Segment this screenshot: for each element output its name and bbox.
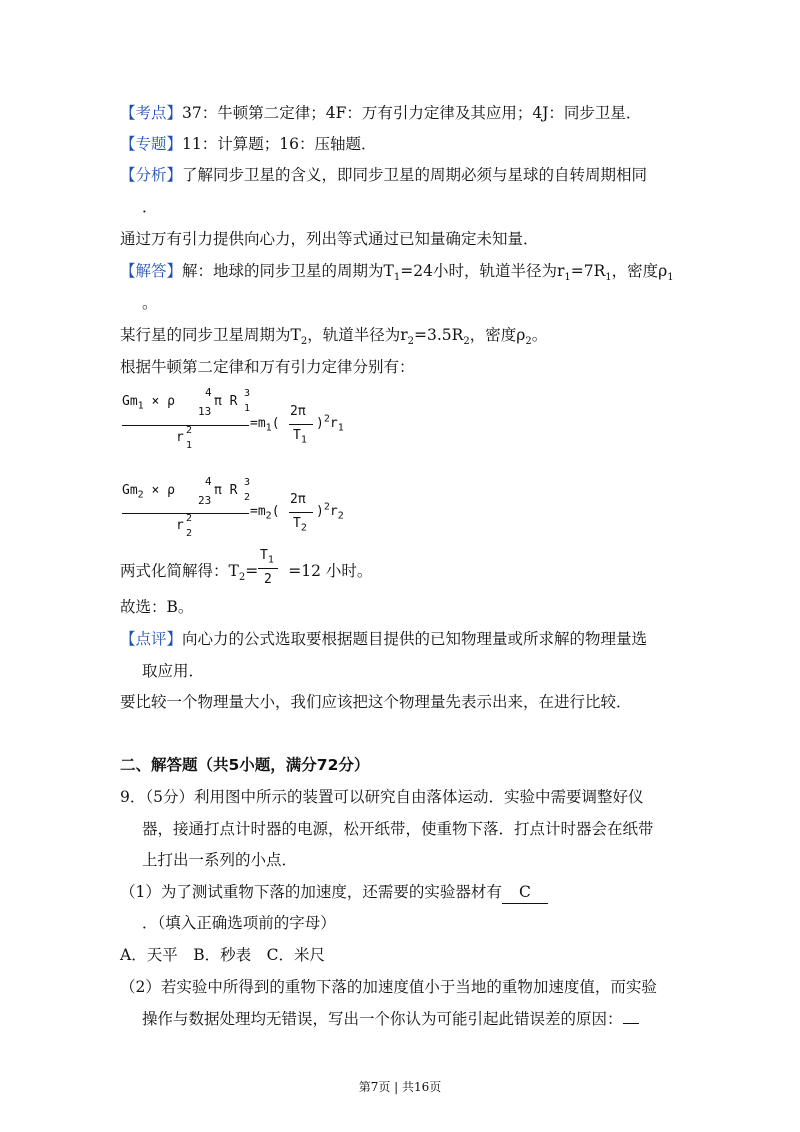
eq-text: r [176,430,184,445]
jieda-text: ，轨道半径为r [307,326,408,344]
subscript: 1 [137,400,144,412]
eq-text: × ρ [143,394,175,409]
subscript: 1 [300,434,307,446]
subscript: 2 [300,522,307,534]
eq2-rhs-frac-den [293,516,307,534]
jieda-text: 某行星的同步卫星周期为T [120,326,301,344]
eq1-den-sup: 2 [186,425,193,436]
simplify-text: = [245,562,259,580]
jieda-text: ，密度ρ [469,326,526,344]
subscript: 1 [667,272,674,284]
eq1-rhs-tail [316,413,344,434]
subscript: 1 [267,554,274,566]
eq2-pir [214,483,237,498]
jieda-text: =24小时，轨道半径为r [400,262,565,280]
fenxi-line-3: 通过万有引力提供向心力，列出等式通过已知量确定未知量． [120,230,539,248]
dianping-line-3: 要比较一个物理量大小，我们应该把这个物理量先表示出来，在进行比较． [120,693,632,711]
dianping-line [120,628,647,650]
eq-text: =m [250,416,266,431]
simplify-text: 两式化简解得：T [120,562,239,580]
subscript: 2 [463,336,470,348]
eq-text: ) [316,416,324,431]
jieda-line-1b: 。 [142,294,158,312]
q9-part1-cont: ．（填入正确选项前的字母） [142,914,336,932]
kaodian-text: 37：牛顿第二定律；4F：万有引力定律及其应用；4J：同步卫星． [182,104,642,122]
jieda-text: 解：地球的同步卫星的周期为T [182,262,394,280]
page-footer: 第7页 | 共16页 [358,1080,442,1094]
eq2-frac-4: 4 [205,475,212,488]
q9-part2-text: 操作与数据处理均无错误，写出一个你认为可能引起此错误差的原因： [142,1010,623,1028]
zhuanti-text: 11：计算题；16：压轴题． [182,135,377,153]
choose-line: 故选：B。 [120,598,194,616]
subscript: 1 [564,272,571,284]
fenxi-text: 了解同步卫星的含义，即同步卫星的周期必须与星球的自转周期相同 [182,166,648,184]
dianping-text: 向心力的公式选取要根据题目提供的已知物理量或所求解的物理量选 [182,630,648,648]
subscript: 1 [265,422,272,434]
q9-line-2: 器，接通打点计时器的电源，松开纸带，使重物下落．打点计时器会在纸带 [142,820,654,838]
dianping-tag: 【点评】 [120,630,183,648]
eq1-denominator [176,430,184,445]
subscript: 2 [407,336,415,348]
jieda-line-2 [120,324,547,346]
subscript: 1 [337,422,344,434]
eq-text: ) [316,504,324,519]
eq-text: T [293,428,301,443]
jieda-text: ，密度ρ [611,262,668,280]
eq2-rhs-frac-num: 2π [290,492,306,507]
q9-line-1: 9．（5分）利用图中所示的装置可以研究自由落体运动．实验中需要调整好仪 [120,788,644,806]
eq-text: r [329,504,338,519]
dianping-line-2: 取应用． [142,662,205,680]
simplify-frac-bar [258,568,278,569]
fenxi-line [120,164,647,186]
eq2-numerator [122,483,175,501]
subscript: 2 [525,336,532,348]
eq2-sub2: 2 [244,492,251,503]
eq1-sub1: 1 [244,403,251,414]
eq1-rhs-frac-num: 2π [290,404,306,419]
eq1-pir [214,394,237,409]
subscript: 2 [238,572,246,584]
kaodian-tag: 【考点】 [120,104,183,122]
eq1-frac-4: 4 [205,386,212,399]
subscript: 1 [605,272,612,284]
q9-part2-cont [142,1008,639,1030]
superscript: 2 [323,501,330,513]
eq2-den-sup: 2 [186,513,193,524]
kaodian-line [120,102,641,124]
answer-blank: C [502,881,548,904]
eq2-frac-23: 23 [198,494,212,507]
subscript: 2 [337,510,344,522]
eq2-rhs-tail [316,501,344,522]
subscript: 2 [300,336,308,348]
superscript: 2 [323,413,330,425]
eq2-rhs-frac-bar [289,512,313,513]
jieda-text: =3.5R [414,326,464,344]
jieda-line-3: 根据牛顿第二定律和万有引力定律分别有： [120,358,415,376]
fenxi-tag: 【分析】 [120,166,183,184]
q9-part2: （2）若实验中所得到的重物下落的加速度值小于当地的重物加速度值，而实验 [120,978,657,996]
fenxi-line-2: ． [142,198,158,216]
zhuanti-tag: 【专题】 [120,135,183,153]
jieda-line-1 [120,260,674,282]
subscript: 2 [137,489,144,501]
answer-blank-2 [623,1023,639,1024]
q9-options: A．天平 B．秒表 C．米尺 [120,946,325,964]
subscript: 1 [393,272,401,284]
section-heading: 二、解答题（共5小题，满分72分） [120,756,370,774]
q9-part1-text: （1）为了测试重物下落的加速度，还需要的实验器材有 [120,883,502,901]
eq-text: r [329,416,338,431]
eq-text: × ρ [143,483,175,498]
eq-text: =m [250,504,266,519]
eq1-rhs-frac-den [293,428,307,446]
eq1-frac-13: 13 [198,405,212,418]
eq-text: T [293,516,301,531]
subscript: 2 [265,510,272,522]
simplify-frac-num [260,548,274,566]
eq-text: Gm [122,394,138,409]
simplify-line [120,560,372,582]
eq1-numerator [122,394,175,412]
jieda-text: 。 [531,326,548,344]
eq-text: π R [214,483,238,498]
eq-text: π R [214,394,238,409]
q9-line-3: 上打出一系列的小点． [142,851,298,869]
frac-text: T [260,548,268,563]
simplify-frac-den: 2 [264,572,272,587]
eq1-rhs [250,416,280,434]
zhuanti-line [120,133,376,155]
eq1-den-sub: 1 [186,440,193,451]
jieda-tag: 【解答】 [120,262,183,280]
eq2-sup3: 3 [244,477,251,488]
eq-text: r [176,518,184,533]
jieda-text: =7R [570,262,606,280]
eq1-sup3: 3 [244,388,251,399]
eq2-rhs [250,504,280,522]
eq-text: ( [271,504,280,519]
eq2-den-sub: 2 [186,528,193,539]
eq1-rhs-frac-bar [289,424,313,425]
eq-text: Gm [122,483,138,498]
q9-part1 [120,881,548,904]
simplify-text: =12 小时。 [288,562,373,580]
eq-text: ( [271,416,280,431]
eq2-denominator [176,518,184,533]
